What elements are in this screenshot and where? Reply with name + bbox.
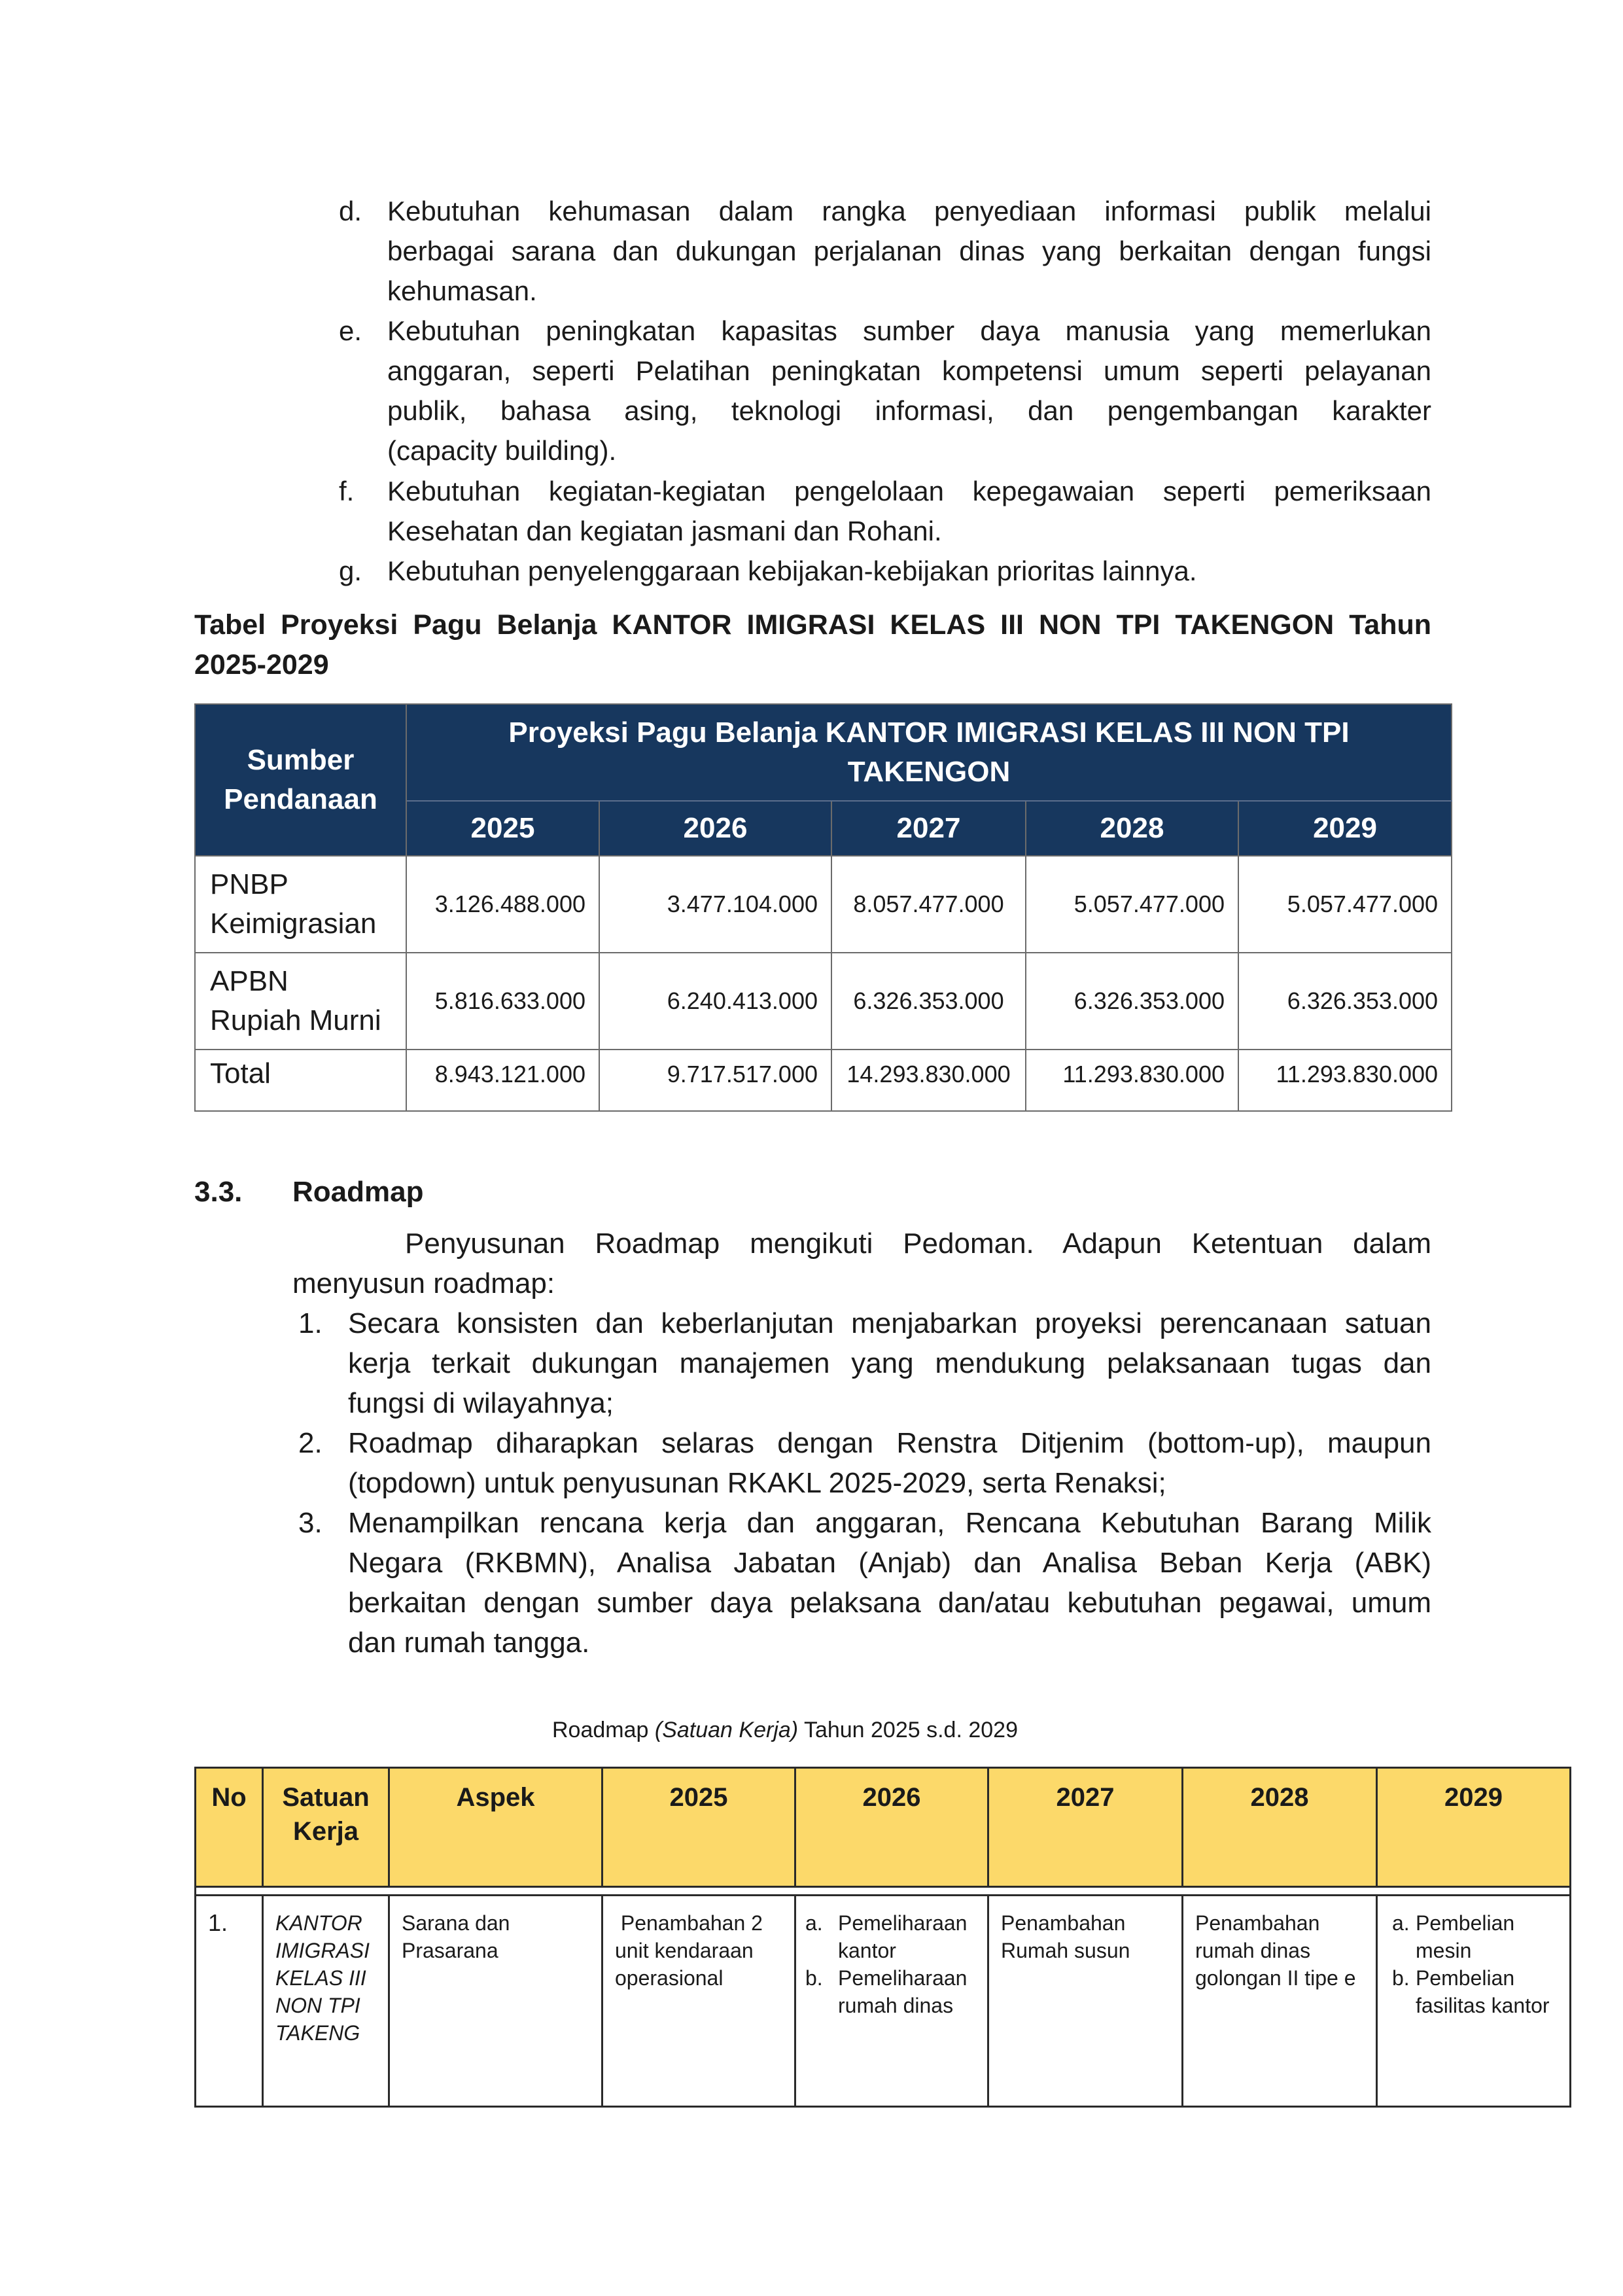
row-source: APBN Rupiah Murni [195,953,406,1050]
text-line: (topdown) untuk penyusunan RKAKL 2025-2029, serta Renaksi; [348,1467,1166,1499]
text-line: berkaitan dengan sumber daya pelaksana dan/atau kebutuhan pegawai, umum [348,1587,1431,1619]
text-line: publik, bahasa asing, teknologi informasi, dan pengembangan karakter [387,395,1431,426]
list-marker: e. [339,315,362,346]
text-line: Roadmap diharapkan selaras dengan Renstra Ditjenim (bottom-up), maupun [348,1427,1431,1459]
value-cell: 6.326.353.000 [1026,953,1238,1050]
value-cell: 5.816.633.000 [406,953,599,1050]
value-cell: 6.326.353.000 [1238,953,1452,1050]
row-source: PNBP Keimigrasian [195,856,406,953]
cell-no: 1. [196,1896,263,2107]
text-line: anggaran, seperti Pelatihan peningkatan kompetensi umum seperti pelayanan [387,355,1431,386]
roadmap-table [194,1767,1571,2108]
list-marker: f. [339,476,355,506]
table-row [195,856,1452,953]
list-marker: 3. [298,1507,323,1539]
cell-2028: Penambahan rumah dinas golongan II tipe e [1183,1896,1377,2107]
sub-item: a. Pemeliharaan kantor [805,1911,968,1962]
cell-2025: Penambahan 2 unit kendaraan operasional [602,1896,795,2107]
header-year: 2028 [1183,1768,1377,1887]
header-year: 2026 [599,801,831,856]
text-line: fungsi di wilayahnya; [348,1387,614,1419]
text-line: Negara (RKBMN), Analisa Jabatan (Anjab) dan Analisa Beban Kerja (ABK) [348,1547,1431,1579]
table-row [195,953,1452,1050]
text-line: Secara konsisten dan keberlanjutan menjabarkan proyeksi perencanaan satuan [348,1307,1431,1339]
cell-2026 [795,1896,988,2107]
list-marker: d. [339,196,362,226]
title-line: 2025-2029 [194,649,329,680]
value-cell: 5.057.477.000 [1026,856,1238,953]
header-aspek: Aspek [389,1768,602,1887]
header-year: 2029 [1238,801,1452,856]
header-year: 2028 [1026,801,1238,856]
header-projection: Proyeksi Pagu Belanja KANTOR IMIGRASI KELAS III NON TPI TAKENGON [406,704,1452,801]
value-cell: 5.057.477.000 [1238,856,1452,953]
value-cell: 8.057.477.000 [831,856,1026,953]
sub-item: a. Pembelian mesin [1392,1911,1515,1962]
value-cell: 6.240.413.000 [599,953,831,1050]
header-year: 2027 [988,1768,1183,1887]
header-sumber-pendanaan: Sumber Pendanaan [195,704,406,856]
value-cell: 8.943.121.000 [406,1050,599,1111]
value-cell: 14.293.830.000 [831,1050,1026,1111]
budget-table [194,703,1452,1112]
cell-satuan-kerja: KANTOR IMIGRASI KELAS III NON TPI TAKENG [263,1896,389,2107]
cell-2027: Penambahan Rumah susun [988,1896,1183,2107]
value-cell: 11.293.830.000 [1238,1050,1452,1111]
value-cell: 3.126.488.000 [406,856,599,953]
header-no: No [196,1768,263,1887]
text-line: kerja terkait dukungan manajemen yang mendukung pelaksanaan tugas dan [348,1347,1431,1379]
cell-2029 [1377,1896,1571,2107]
text-line: menyusun roadmap: [292,1267,555,1299]
row-source: Total [195,1050,406,1111]
text-line: Penyusunan Roadmap mengikuti Pedoman. Adapun Ketentuan dalam [405,1227,1431,1260]
section-number: 3.3. [194,1176,243,1208]
header-satuan-kerja: Satuan Kerja [263,1768,389,1887]
list-marker: 2. [298,1427,323,1459]
header-year: 2027 [831,801,1026,856]
list-marker: g. [339,556,362,586]
row-separator [196,1887,1571,1896]
title-line: Tabel Proyeksi Pagu Belanja KANTOR IMIGRASI KELAS III NON TPI TAKENGON Tahun [194,609,1431,641]
text-line: Menampilkan rencana kerja dan anggaran, Rencana Kebutuhan Barang Milik [348,1507,1431,1539]
text-line: (capacity building). [387,435,617,466]
table-row-total [195,1050,1452,1111]
header-year: 2029 [1377,1768,1571,1887]
roadmap-caption: Roadmap (Satuan Kerja) Tahun 2025 s.d. 2029 [552,1718,1018,1742]
value-cell: 9.717.517.000 [599,1050,831,1111]
text-line: Kebutuhan peningkatan kapasitas sumber daya manusia yang memerlukan [387,315,1431,346]
section-title: Roadmap [292,1176,424,1208]
value-cell: 3.477.104.000 [599,856,831,953]
text-line: Kesehatan dan kegiatan jasmani dan Rohani. [387,516,942,546]
text-line: Kebutuhan kegiatan-kegiatan pengelolaan kepegawaian seperti pemeriksaan [387,476,1431,506]
text-line: Kebutuhan kehumasan dalam rangka penyediaan informasi publik melalui [387,196,1431,226]
text-line: Kebutuhan penyelenggaraan kebijakan-kebijakan prioritas lainnya. [387,556,1197,586]
list-marker: 1. [298,1307,323,1339]
value-cell: 11.293.830.000 [1026,1050,1238,1111]
header-year: 2026 [795,1768,988,1887]
text-line: berbagai sarana dan dukungan perjalanan dinas yang berkaitan dengan fungsi [387,236,1431,266]
value-cell: 6.326.353.000 [831,953,1026,1050]
budget-table-title [194,605,1431,685]
table-row [196,1896,1571,2107]
text-line: kehumasan. [387,275,537,306]
sub-item: b. Pemeliharaan rumah dinas [805,1966,968,2017]
text-line: dan rumah tangga. [348,1627,590,1659]
header-year: 2025 [602,1768,795,1887]
sub-item: b. Pembelian fasilitas kantor [1392,1966,1550,2017]
header-year: 2025 [406,801,599,856]
cell-aspek: Sarana dan Prasarana [389,1896,602,2107]
section-intro [292,1224,1431,1303]
